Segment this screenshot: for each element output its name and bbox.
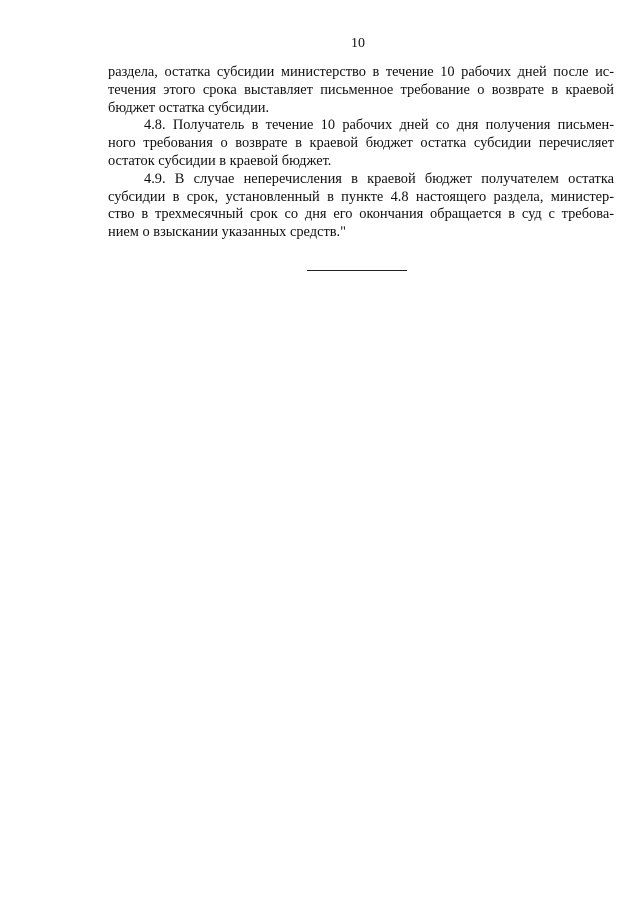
text-line: нием о взыскании указанных средств.": [108, 224, 347, 241]
paragraph-clause-4-9: [108, 171, 614, 242]
text-line: течения этого срока выставляет письменное требование о возврате в краевой: [108, 81, 614, 98]
text-line: раздела, остатка субсидии министерство в течение 10 рабочих дней после ис-: [108, 64, 614, 80]
text-line: 4.9. В случае неперечисления в краевой бюджет получателем остатка: [144, 170, 614, 187]
text-line: ного требования о возврате в краевой бюджет остатка субсидии перечисляет: [108, 135, 614, 152]
text-line: бюджет остатка субсидии.: [108, 99, 270, 116]
text-line: 4.8. Получатель в течение 10 рабочих дней со дня получения письмен-: [144, 117, 614, 134]
text-line: ство в трехмесячный срок со дня его окончания обращается в суд с требова-: [108, 206, 614, 223]
closing-rule: [307, 270, 407, 271]
paragraph-continuation: [108, 64, 614, 117]
paragraph-clause-4-8: [108, 117, 614, 170]
document-body: [108, 64, 614, 242]
text-line: остаток субсидии в краевой бюджет.: [108, 152, 332, 169]
page-number: 10: [351, 36, 365, 51]
text-line: субсидии в срок, установленный в пункте 4.8 настоящего раздела, министер-: [108, 188, 614, 205]
